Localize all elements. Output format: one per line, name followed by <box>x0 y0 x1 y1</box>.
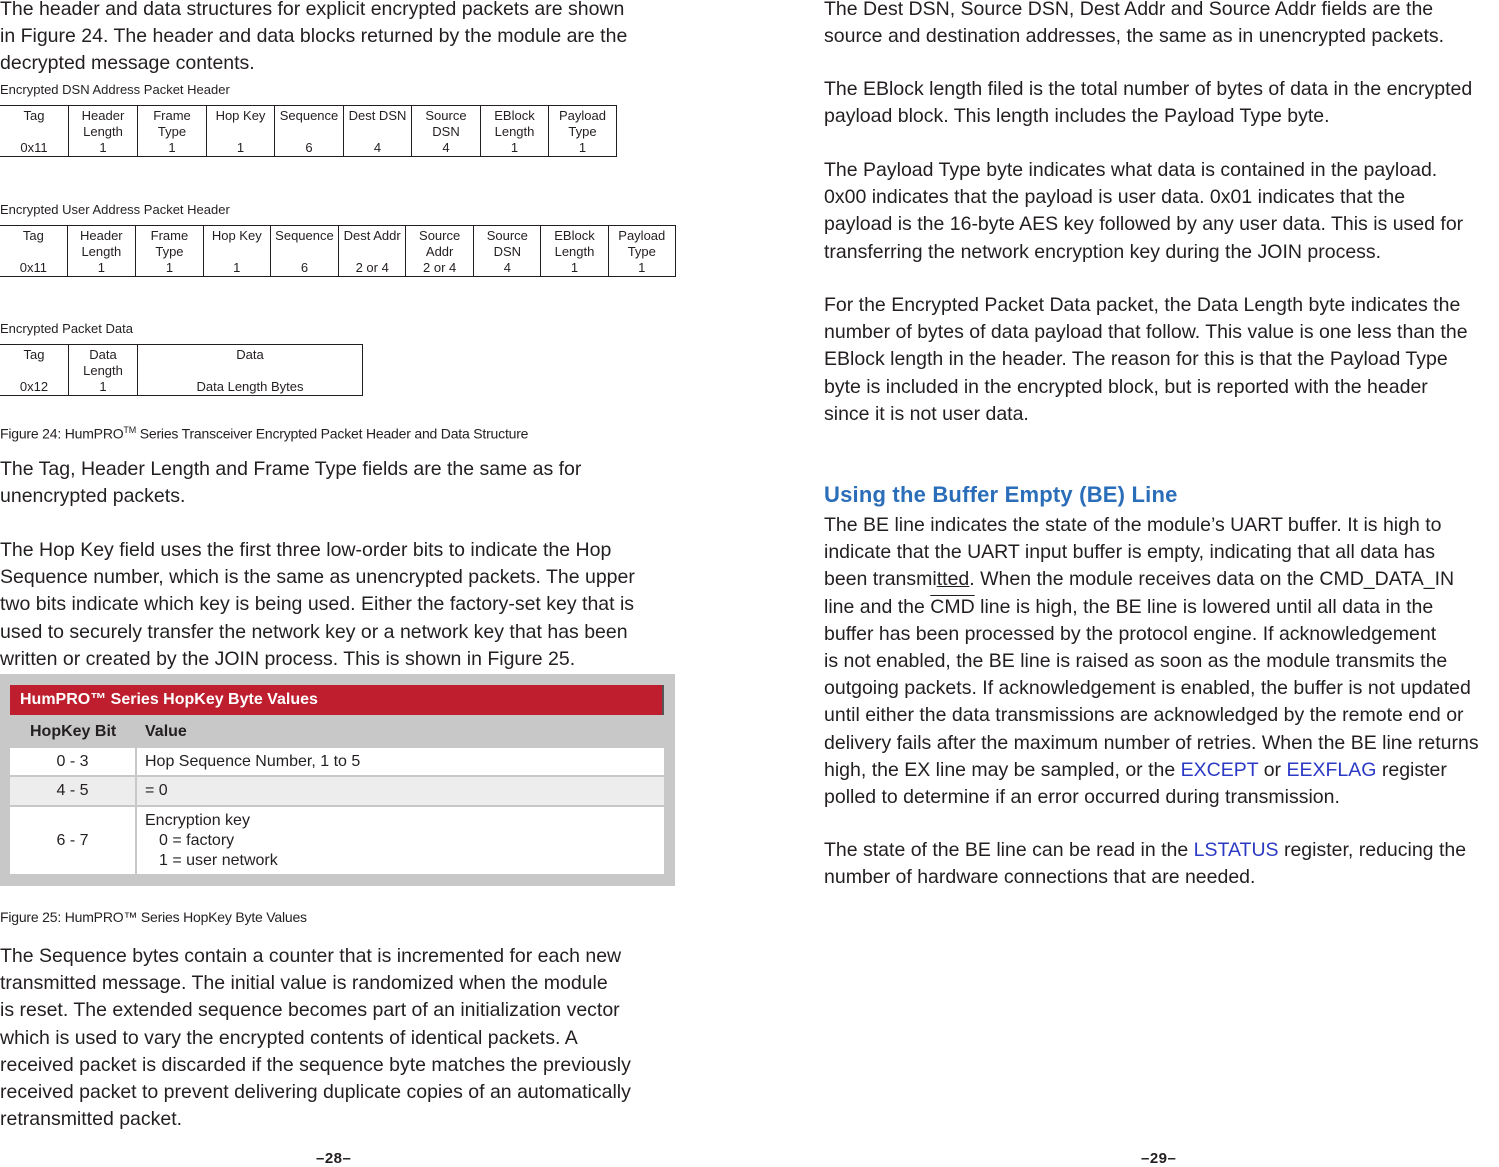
hopkey-col-value: Value <box>145 723 187 740</box>
packet-field-cell <box>549 106 617 157</box>
packet-field-mid <box>138 363 362 379</box>
hopkey-col-bit: HopKey Bit <box>30 723 117 740</box>
packet-field-top: Payload <box>618 228 666 243</box>
sequence-paragraph: The Sequence bytes contain a counter that is incremented for each new transmitted message. The initial value is randomized when the module is reset. The extended sequence becomes part of an initialization vector which is used to vary the encrypted contents of identical packets. A received packet is discarded if the sequence byte matches the previously received packet to prevent delivering duplicate copies of an automatically retransmitted packet. <box>0 945 631 1131</box>
hopkey-value-cell: = 0 <box>137 777 664 805</box>
packet-field-cell <box>406 226 474 277</box>
packet-field-mid: Addr <box>425 244 454 259</box>
packet-field-bot: 1 <box>99 140 107 155</box>
dest-paragraph: The Dest DSN, Source DSN, Dest Addr and Source Addr fields are the source and destination addresses, the same as in unencrypted packets. <box>824 0 1445 48</box>
packet-field-mid: DSN <box>432 124 460 139</box>
packet-field-mid: Type <box>155 244 184 259</box>
packet-field-mid: Type <box>568 124 597 139</box>
packet-field-cell <box>135 226 203 277</box>
except-link[interactable]: EXCEPT <box>1180 758 1259 781</box>
packet-field-bot: 1 <box>168 140 176 155</box>
packet-field-top: Sequence <box>279 108 339 123</box>
packet-field-bot: 0x12 <box>19 379 49 394</box>
packet-field-mid: Length <box>83 124 123 139</box>
hopkey-value-cell: Encryption key 0 = factory 1 = user network <box>137 807 664 874</box>
page-number: –28– <box>316 1150 352 1167</box>
data-length-paragraph: For the Encrypted Packet Data packet, the Data Length byte indicates the number of bytes of data payload that follow. This value is one less than the EBlock length in the header. The reason for this is that the Payload Type byte is included in the encrypted block, but is reported with the header since it is not user data. <box>824 294 1468 425</box>
packet-field-cell <box>412 106 481 157</box>
packet-field-mid <box>275 124 343 140</box>
packet-field-top: Payload <box>559 108 606 123</box>
packet-field-cell <box>138 106 207 157</box>
packet-field-cell <box>207 106 275 157</box>
hopkey-bit-cell: 4 - 5 <box>10 777 135 805</box>
packet-field-bot: 1 <box>578 140 587 155</box>
packet-field-bot: 2 or 4 <box>423 260 457 275</box>
right-page <box>824 0 1499 1167</box>
packet-field-top: Source <box>419 228 461 243</box>
packet-field-mid: Length <box>83 363 123 378</box>
user-header-table <box>0 225 676 277</box>
hopkey-table-title: HumPRO™ Series HopKey Byte Values <box>10 685 664 715</box>
packet-field-top: Data <box>236 347 264 362</box>
packet-field-cell <box>69 345 138 396</box>
packet-field-bot: 1 <box>236 140 245 155</box>
packet-field-cell <box>344 106 412 157</box>
packet-field-bot: 6 <box>300 260 309 275</box>
packet-field-mid: Type <box>627 244 656 259</box>
hop-key-paragraph: The Hop Key field uses the first three low-order bits to indicate the Hop Sequence number, which is the same as unencrypted packets. The upper two bits indicate which key is being used. Either the factory-set key that is used to securely transfer the network key or a network key that has been written or created by the JOIN process. This is shown in Figure 25. <box>0 539 635 670</box>
packet-field-bot: 0x11 <box>20 140 48 155</box>
packet-field-cell <box>481 106 549 157</box>
packet-field-mid: DSN <box>493 244 522 259</box>
page-number: –29– <box>1141 1150 1177 1167</box>
packet-field-top: Source <box>425 108 467 123</box>
lstatus-paragraph: The state of the BE line can be read in the LSTATUS register, reducing the number of hardware connections that are needed. <box>824 839 1467 889</box>
left-page <box>0 0 676 1167</box>
packet-field-top: Tag <box>23 108 45 123</box>
intro-paragraph: The header and data structures for explicit encrypted packets are shown in Figure 24. The header and data blocks returned by the module are the decrypted message contents. <box>0 0 628 75</box>
packet-field-mid <box>207 124 274 140</box>
packet-field-top: EBlock <box>494 108 535 123</box>
packet-field-mid <box>344 124 411 140</box>
cmd-signal: $\overline{CMD}$ <box>930 595 975 618</box>
packet-field-top: Frame <box>153 108 191 123</box>
packet-field-bot: 4 <box>503 260 511 275</box>
packet-field-cell <box>270 226 339 277</box>
packet-field-top: Hop Key <box>215 108 266 123</box>
packet-field-cell <box>0 226 67 277</box>
packet-field-bot: 4 <box>442 140 450 155</box>
dsn-header-title: Encrypted DSN Address Packet Header <box>0 82 230 97</box>
packet-field-top: Source <box>486 228 528 243</box>
packet-field-mid <box>0 124 68 140</box>
packet-field-bot: 0x11 <box>19 260 47 275</box>
packet-field-bot: 1 <box>570 260 579 275</box>
packet-field-mid <box>0 244 67 260</box>
table-row <box>10 777 664 805</box>
packet-field-mid <box>339 244 405 260</box>
packet-field-mid: Length <box>554 244 595 259</box>
figure-24-caption: Figure 24: HumPRO™ Series Transceiver Encrypted Packet Header and Data Structure <box>0 425 529 442</box>
packet-field-cell <box>69 106 138 157</box>
packet-field-cell <box>339 226 406 277</box>
packet-field-top: Dest DSN <box>348 108 407 123</box>
packet-field-cell <box>138 345 363 396</box>
packet-field-mid: Length <box>81 244 122 259</box>
section-heading: Using the Buffer Empty (BE) Line <box>824 482 1178 507</box>
packet-field-mid <box>271 244 339 260</box>
user-header-title: Encrypted User Address Packet Header <box>0 202 230 217</box>
packet-field-cell <box>474 226 541 277</box>
packet-field-mid <box>0 363 68 379</box>
table-row <box>10 748 664 775</box>
packet-field-top: Hop Key <box>211 228 262 243</box>
packet-field-bot: Data Length Bytes <box>196 379 304 394</box>
packet-field-top: Dest Addr <box>343 228 401 243</box>
hopkey-bit-cell: 6 - 7 <box>10 807 135 874</box>
packet-field-bot: 1 <box>99 379 107 394</box>
lstatus-link[interactable]: LSTATUS <box>1193 839 1279 861</box>
packet-field-bot: 4 <box>373 140 382 155</box>
payload-type-paragraph: The Payload Type byte indicates what data is contained in the payload. 0x00 indicates that the payload is user data. 0x01 indicates that the payload is the 16-byte AES key followed by any user data. This is used for transferring the network encryption key during the JOIN process. <box>824 159 1464 263</box>
packet-field-top: Frame <box>150 228 189 243</box>
eblock-paragraph: The EBlock length filed is the total number of bytes of data in the encrypted payload block. This length includes the Payload Type byte. <box>824 78 1473 128</box>
packet-field-top: Tag <box>22 228 44 243</box>
packet-field-bot: 6 <box>305 140 313 155</box>
packet-field-cell <box>541 226 608 277</box>
packet-field-top: Tag <box>23 347 45 362</box>
packet-field-cell <box>67 226 135 277</box>
packet-field-top: EBlock <box>554 228 595 243</box>
packet-field-cell <box>0 345 69 396</box>
table-row <box>10 807 664 874</box>
packet-field-bot: 1 <box>233 260 241 275</box>
packet-field-bot: 1 <box>638 260 646 275</box>
packet-field-top: Sequence <box>275 228 334 243</box>
packet-field-cell <box>275 106 344 157</box>
tag-paragraph: The Tag, Header Length and Frame Type fields are the same as for unencrypted packets. <box>0 458 582 508</box>
packet-field-top: Header <box>81 108 125 123</box>
packet-field-bot: 1 <box>165 260 174 275</box>
packet-field-bot: 1 <box>97 260 105 275</box>
packet-field-bot: 2 or 4 <box>355 260 389 275</box>
packet-field-cell <box>608 226 675 277</box>
packet-field-top: Data <box>89 347 117 362</box>
figure-25-caption: Figure 25: HumPRO™ Series HopKey Byte Values <box>0 909 307 925</box>
packet-field-bot: 1 <box>510 140 519 155</box>
dsn-header-table <box>0 105 617 157</box>
data-packet-table <box>0 344 363 396</box>
eexflag-link[interactable]: EEXFLAG <box>1286 758 1377 781</box>
packet-field-mid: Type <box>157 124 187 139</box>
packet-field-mid: Length <box>494 124 535 139</box>
hopkey-value-cell: Hop Sequence Number, 1 to 5 <box>137 748 664 775</box>
packet-field-mid <box>204 244 270 260</box>
packet-field-top: Header <box>80 228 123 243</box>
data-packet-title: Encrypted Packet Data <box>0 321 133 336</box>
hopkey-bit-cell: 0 - 3 <box>10 748 135 775</box>
packet-field-cell <box>0 106 69 157</box>
packet-field-cell <box>203 226 270 277</box>
be-line-paragraph: The BE line indicates the state of the module’s UART buffer. It is high to indicate that the UART input buffer is empty, indicating that all data has been transmitted. When the module receives data on the CMD_DATA_IN line and the $\overline{CMD}$ line is high, the BE line is lowered until all data in the buffer has been processed by the protocol engine. If acknowledgement is not enabled, the BE line is raised as soon as the module transmits the outgoing packets. If acknowledgement is enabled, the buffer is not updated until either the data transmissions are acknowledged by the remote end or delivery fails after the maximum number of retries. When the BE line returns high, the EX line may be sampled, or the EXCEPT or EEXFLAG register polled to determine if an error occurred during transmission. <box>824 514 1479 809</box>
